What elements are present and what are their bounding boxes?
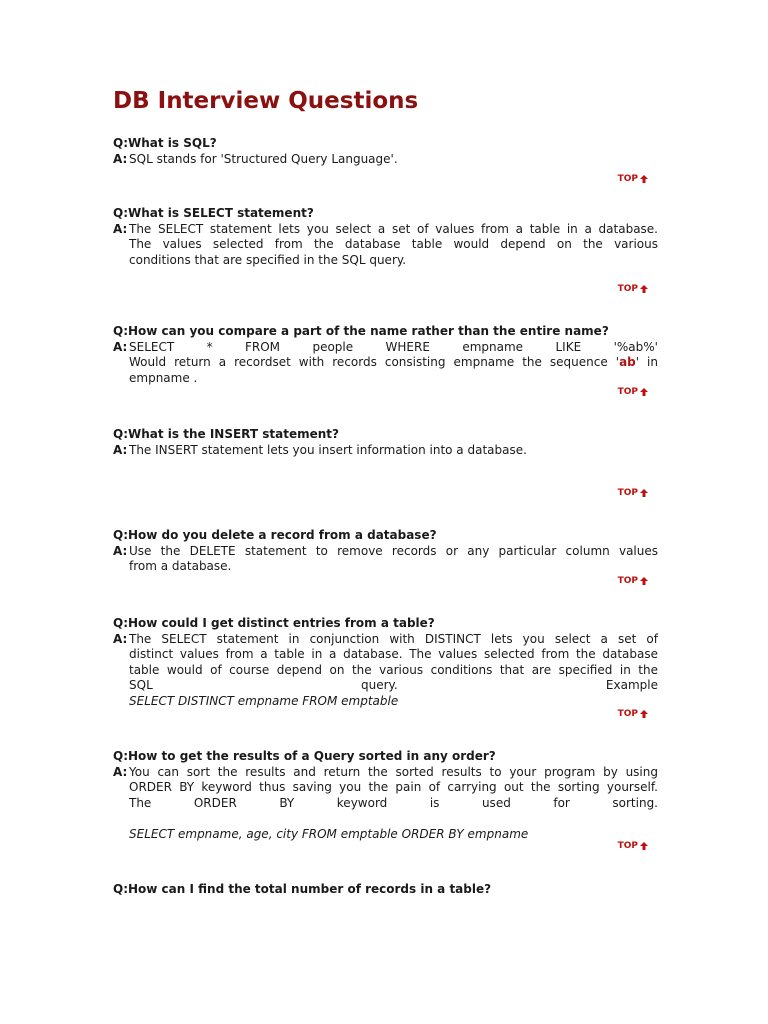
answer-line: The SELECT statement lets you select a set of values from a table in a database. bbox=[129, 221, 658, 236]
question-text: Q:How can I find the total number of records in a table? bbox=[113, 882, 492, 896]
answer-block bbox=[113, 765, 658, 843]
answer-word: FROM bbox=[245, 339, 281, 354]
answer-line: empname . bbox=[129, 370, 198, 385]
top-link-label: TOP bbox=[617, 387, 638, 397]
highlight-text: ab bbox=[619, 355, 636, 369]
qa-item-5 bbox=[113, 528, 658, 575]
answer-line: from a database. bbox=[129, 559, 232, 573]
up-arrow-icon bbox=[640, 489, 648, 497]
answer-word: '%ab%' bbox=[613, 339, 658, 354]
top-link-label: TOP bbox=[617, 576, 638, 586]
code-example: SELECT DISTINCT empname FROM emptable bbox=[129, 693, 399, 708]
answer-label: A: bbox=[113, 151, 128, 166]
answer-block bbox=[113, 222, 658, 269]
qa-item-1 bbox=[113, 136, 658, 167]
answer-line: table would of course depend on the various conditions that are specified in the bbox=[129, 662, 658, 677]
answer-text bbox=[129, 632, 658, 710]
answer-block bbox=[113, 340, 658, 387]
question-text: Q:How do you delete a record from a database? bbox=[113, 528, 437, 542]
top-link-label: TOP bbox=[617, 284, 638, 294]
answer-line: Use the DELETE statement to remove records or any particular column values bbox=[129, 543, 658, 558]
answer-label: A: bbox=[113, 442, 128, 457]
answer-line: SQL stands for 'Structured Query Language'. bbox=[129, 151, 398, 166]
answer-line: You can sort the results and return the sorted results to your program by using bbox=[129, 764, 658, 779]
answer-line: SQL query. Example bbox=[129, 678, 658, 692]
qa-item-6 bbox=[113, 616, 658, 709]
answer-label: A: bbox=[113, 631, 128, 646]
up-arrow-icon bbox=[640, 285, 648, 293]
up-arrow-icon bbox=[640, 175, 648, 183]
code-example: SELECT empname, age, city FROM emptable ORDER BY empname bbox=[129, 826, 529, 841]
answer-line: The SELECT statement in conjunction with DISTINCT lets you select a set of bbox=[129, 631, 658, 646]
answer-label: A: bbox=[113, 764, 128, 779]
question-text: Q:How could I get distinct entries from a table? bbox=[113, 616, 435, 630]
top-link[interactable] bbox=[618, 174, 648, 184]
answer-word: WHERE bbox=[385, 339, 430, 354]
answer-line: The ORDER BY keyword is used for sorting. bbox=[129, 795, 658, 810]
answer-word: * bbox=[206, 339, 213, 354]
answer-line bbox=[129, 340, 658, 356]
qa-item-4 bbox=[113, 427, 658, 458]
answer-block bbox=[113, 632, 658, 710]
answer-label: A: bbox=[113, 339, 128, 354]
answer-text-segment: Would return a recordset with records consisting empname the sequence ' bbox=[129, 355, 620, 369]
question-text: Q:What is SELECT statement? bbox=[113, 206, 314, 220]
answer-line: distinct values from a table in a database. The values selected from the database bbox=[129, 647, 658, 661]
qa-item-7 bbox=[113, 749, 658, 842]
qa-item-8 bbox=[113, 882, 658, 898]
answer-word: SELECT bbox=[129, 339, 175, 354]
top-link-label: TOP bbox=[617, 174, 638, 184]
top-link[interactable] bbox=[618, 576, 648, 586]
top-link[interactable] bbox=[618, 387, 648, 397]
answer-text bbox=[129, 222, 658, 269]
answer-line bbox=[129, 355, 658, 371]
answer-line: The values selected from the database table would depend on the various bbox=[129, 237, 658, 251]
top-link[interactable] bbox=[618, 709, 648, 719]
answer-line: ORDER BY keyword thus saving you the pain of carrying out the sorting yourself. bbox=[129, 780, 658, 794]
answer-line: conditions that are specified in the SQL query. bbox=[129, 252, 407, 267]
top-link-label: TOP bbox=[617, 709, 638, 719]
answer-label: A: bbox=[113, 543, 128, 558]
answer-text bbox=[129, 152, 658, 168]
answer-word: empname bbox=[462, 339, 524, 354]
answer-text bbox=[129, 443, 658, 459]
top-link-label: TOP bbox=[617, 488, 638, 498]
page-title: DB Interview Questions bbox=[113, 88, 419, 114]
answer-text-segment: ' in bbox=[635, 355, 658, 369]
up-arrow-icon bbox=[640, 388, 648, 396]
up-arrow-icon bbox=[640, 577, 648, 585]
answer-block bbox=[113, 544, 658, 575]
question-text: Q:What is SQL? bbox=[113, 136, 217, 150]
answer-text bbox=[129, 765, 658, 843]
answer-text bbox=[129, 340, 658, 387]
answer-word: people bbox=[312, 339, 354, 354]
answer-word: LIKE bbox=[555, 339, 582, 354]
qa-item-3 bbox=[113, 324, 658, 386]
top-link-label: TOP bbox=[617, 841, 638, 851]
question-text: Q:How can you compare a part of the name rather than the entire name? bbox=[113, 324, 609, 338]
answer-line: The INSERT statement lets you insert information into a database. bbox=[129, 442, 527, 457]
up-arrow-icon bbox=[640, 710, 648, 718]
question-text: Q:What is the INSERT statement? bbox=[113, 427, 339, 441]
answer-block bbox=[113, 152, 658, 168]
top-link[interactable] bbox=[618, 488, 648, 498]
answer-text bbox=[129, 544, 658, 575]
top-link[interactable] bbox=[618, 284, 648, 294]
question-text: Q:How to get the results of a Query sorted in any order? bbox=[113, 749, 496, 763]
spacer-line bbox=[129, 811, 658, 827]
top-link[interactable] bbox=[618, 841, 648, 851]
answer-block bbox=[113, 443, 658, 459]
qa-item-2 bbox=[113, 206, 658, 268]
up-arrow-icon bbox=[640, 842, 648, 850]
answer-label: A: bbox=[113, 221, 128, 236]
